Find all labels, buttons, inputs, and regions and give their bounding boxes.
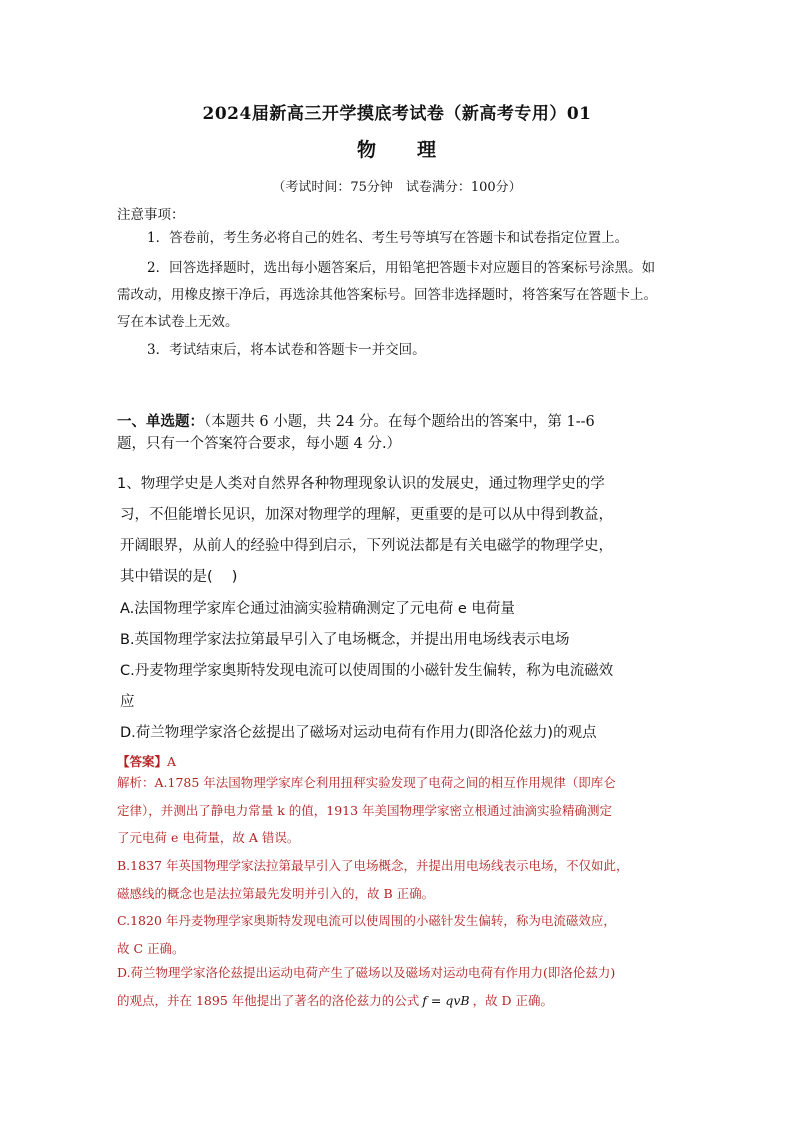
subject-char-2: 理 — [417, 139, 438, 161]
explanation-line-6: C.1820 年丹麦物理学家奥斯特发现电流可以使周围的小磁针发生偏转，称为电流磁效应， — [117, 913, 616, 928]
exam-meta: （考试时间：75分钟 试卷满分：100分） — [272, 180, 522, 195]
explanation-line-9 — [117, 991, 553, 1009]
explanation-line-9-pre: 的观点，并在 1895 年他提出了著名的洛伦兹力的公式 — [117, 993, 420, 1008]
answer-value: A — [167, 754, 177, 769]
exam-title: 2024届新高三开学摸底考试卷（新高考专用）01 — [202, 104, 592, 124]
explanation-line-8: D.荷兰物理学家洛伦兹提出运动电荷产生了磁场以及磁场对运动电荷有作用力(即洛伦兹力) — [117, 965, 616, 980]
explanation-line-3: 了元电荷 e 电荷量，故 A 错误。 — [117, 830, 300, 845]
answer-line — [117, 752, 176, 770]
explanation-line-7: 故 C 正确。 — [117, 941, 185, 956]
option-a: A.法国物理学家库仑通过油滴实验精确测定了元电荷 e 电荷量 — [120, 601, 515, 617]
explanation-line-2: 定律），并测出了静电力常量 k 的值，1913 年美国物理学家密立根通过油滴实验精确测定 — [117, 803, 613, 818]
question-stem-line-4: 其中错误的是( ) — [120, 569, 238, 585]
notes-heading: 注意事项： — [117, 207, 185, 223]
section-label: 一、单选题： — [117, 413, 204, 430]
section-desc-line-1: （本题共 6 小题，共 24 分。在每个题给出的答案中，第 1--6 — [204, 414, 595, 430]
note-item-2-line-3: 写在本试卷上无效。 — [117, 314, 239, 330]
explanation-line-4: B.1837 年英国物理学家法拉第最早引入了电场概念，并提出用电场线表示电场，不仅如此， — [117, 858, 629, 873]
explanation-line-5: 磁感线的概念也是法拉第最先发明并引入的，故 B 正确。 — [117, 886, 435, 901]
answer-label: 【答案】 — [117, 754, 168, 769]
question-stem-line-1: 1、物理学史是人类对自然界各种物理现象认识的发展史，通过物理学史的学 — [117, 476, 605, 492]
note-item-1: 1．答卷前，考生务必将自己的姓名、考生号等填写在答题卡和试卷指定位置上。 — [147, 230, 629, 246]
question-stem-line-3: 开阔眼界，从前人的经验中得到启示，下列说法都是有关电磁学的物理学史， — [120, 538, 613, 554]
subject-title — [0, 135, 794, 162]
option-c-line-1: C.丹麦物理学家奥斯特发现电流可以使周围的小磁针发生偏转，称为电流磁效 — [120, 663, 614, 679]
option-b: B.英国物理学家法拉第最早引入了电场概念，并提出用电场线表示电场 — [120, 632, 570, 648]
lorentz-formula: f = qvB — [422, 993, 470, 1008]
explanation-line-1: 解析：A.1785 年法国物理学家库仑利用扭秤实验发现了电荷之间的相互作用规律（即库仑 — [117, 775, 616, 790]
section-desc-line-2: 题，只有一个答案符合要求，每小题 4 分.） — [117, 436, 402, 452]
subject-char-1: 物 — [356, 139, 377, 161]
question-stem-line-2: 习，不但能增长见识，加深对物理学的理解，更重要的是可以从中得到教益， — [120, 507, 613, 523]
note-item-2-line-2: 需改动，用橡皮擦干净后，再选涂其他答案标号。回答非选择题时，将答案写在答题卡上。 — [117, 287, 657, 303]
explanation-line-9-post: ，故 D 正确。 — [472, 993, 554, 1008]
note-item-2-line-1: 2．回答选择题时，选出每小题答案后，用铅笔把答题卡对应题目的答案标号涂黑。如 — [147, 260, 656, 276]
option-c-line-2: 应 — [120, 694, 135, 710]
section-heading — [117, 411, 595, 433]
option-d: D.荷兰物理学家洛仑兹提出了磁场对运动电荷有作用力(即洛伦兹力)的观点 — [120, 725, 597, 741]
note-item-3: 3．考试结束后，将本试卷和答题卡一并交回。 — [147, 342, 426, 358]
